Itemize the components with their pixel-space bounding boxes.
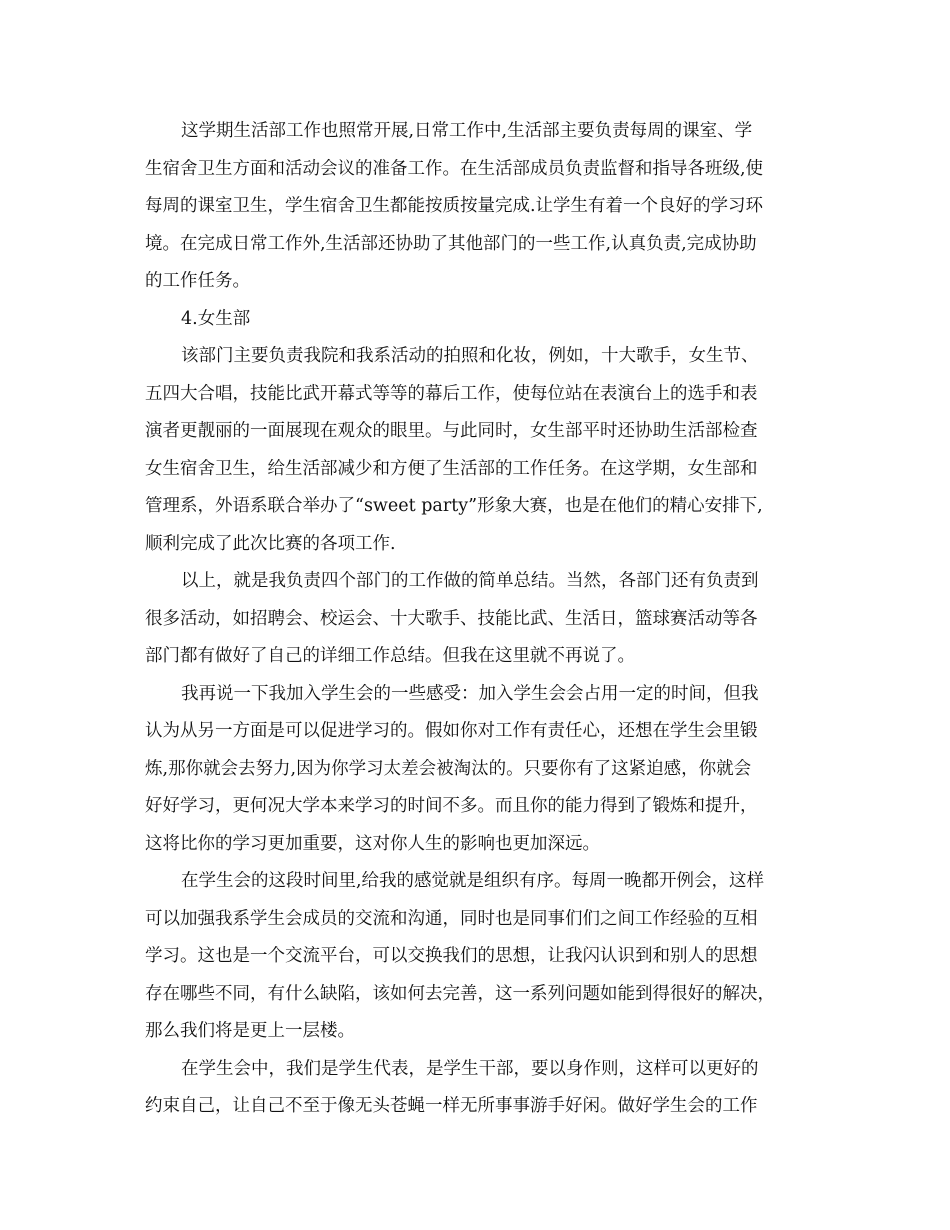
section-heading: [145, 301, 810, 339]
text-line: 好好学习，更何况大学本来学习的时间不多。而且你的能力得到了锻炼和提升，: [145, 796, 758, 816]
text-line: 存在哪些不同，有什么缺陷，该如何去完善，这一系列问题如能到得很好的解决，: [145, 983, 775, 1004]
text-line: 生宿舍卫生方面和活动会议的准备工作。在生活部成员负责监督和指导各班级,使: [145, 158, 764, 179]
body-paragraph: [145, 113, 810, 301]
text-line: 学习。这也是一个交流平台，可以交换我们的思想，让我闪认识到和别人的思想: [145, 946, 758, 966]
text-line: 的工作任务。: [145, 271, 250, 291]
document-body: [145, 113, 810, 1126]
body-paragraph: [145, 863, 810, 1051]
body-paragraph: [145, 338, 810, 563]
text-line: 女生宿舍卫生，给生活部减少和方便了生活部的工作任务。在这学期，女生部和: [145, 458, 758, 479]
text-line: 五四大合唱，技能比武开幕式等等的幕后工作，使每位站在表演台上的选手和表: [145, 383, 758, 404]
body-paragraph: [145, 563, 810, 676]
text-line: 每周的课室卫生，学生宿舍卫生都能按质按量完成.让学生有着一个良好的学习环: [145, 196, 764, 216]
body-paragraph: [145, 1051, 810, 1126]
text-line: 认为从另一方面是可以促进学习的。假如你对工作有责任心，还想在学生会里锻: [145, 721, 758, 741]
text-line: 该部门主要负责我院和我系活动的拍照和化妆，例如，十大歌手，女生节、: [181, 346, 759, 366]
text-line: 在学生会的这段时间里,给我的感觉就是组织有序。每周一晚都开例会，这样: [181, 871, 765, 891]
body-paragraph: [145, 676, 810, 864]
text-line: 这学期生活部工作也照常开展,日常工作中,生活部主要负责每周的课室、学: [181, 121, 753, 141]
text-line: 4.女生部: [181, 308, 251, 329]
text-line: 境。在完成日常工作外,生活部还协助了其他部门的一些工作,认真负责,完成协助: [145, 233, 757, 254]
text-line: 在学生会中，我们是学生代表，是学生干部，要以身作则，这样可以更好的: [181, 1058, 759, 1079]
text-line: 我再说一下我加入学生会的一些感受：加入学生会会占用一定的时间，但我: [181, 683, 759, 704]
text-line: 约束自己，让自己不至于像无头苍蝇一样无所事事游手好闲。做好学生会的工作: [145, 1096, 758, 1116]
text-line: 这将比你的学习更加重要，这对你人生的影响也更加深远。: [145, 833, 600, 854]
text-line: 顺利完成了此次比赛的各项工作.: [145, 533, 396, 554]
text-line: 以上，就是我负责四个部门的工作做的简单总结。当然，各部门还有负责到: [181, 571, 759, 591]
text-line: 炼,那你就会去努力,因为你学习太差会被淘汰的。只要你有了这紧迫感，你就会: [145, 758, 752, 779]
text-line: 管理系，外语系联合举办了“sweet party”形象大赛，也是在他们的精心安排下,: [145, 496, 763, 516]
text-line: 演者更靓丽的一面展现在观众的眼里。与此同时，女生部平时还协助生活部检查: [145, 421, 758, 441]
text-line: 那么我们将是更上一层楼。: [145, 1021, 355, 1041]
text-line: 可以加强我系学生会成员的交流和沟通，同时也是同事们们之间工作经验的互相: [145, 908, 758, 929]
text-line: 很多活动，如招聘会、校运会、十大歌手、技能比武、生活日，篮球赛活动等各: [145, 608, 758, 629]
text-line: 部门都有做好了自己的详细工作总结。但我在这里就不再说了。: [145, 646, 635, 666]
